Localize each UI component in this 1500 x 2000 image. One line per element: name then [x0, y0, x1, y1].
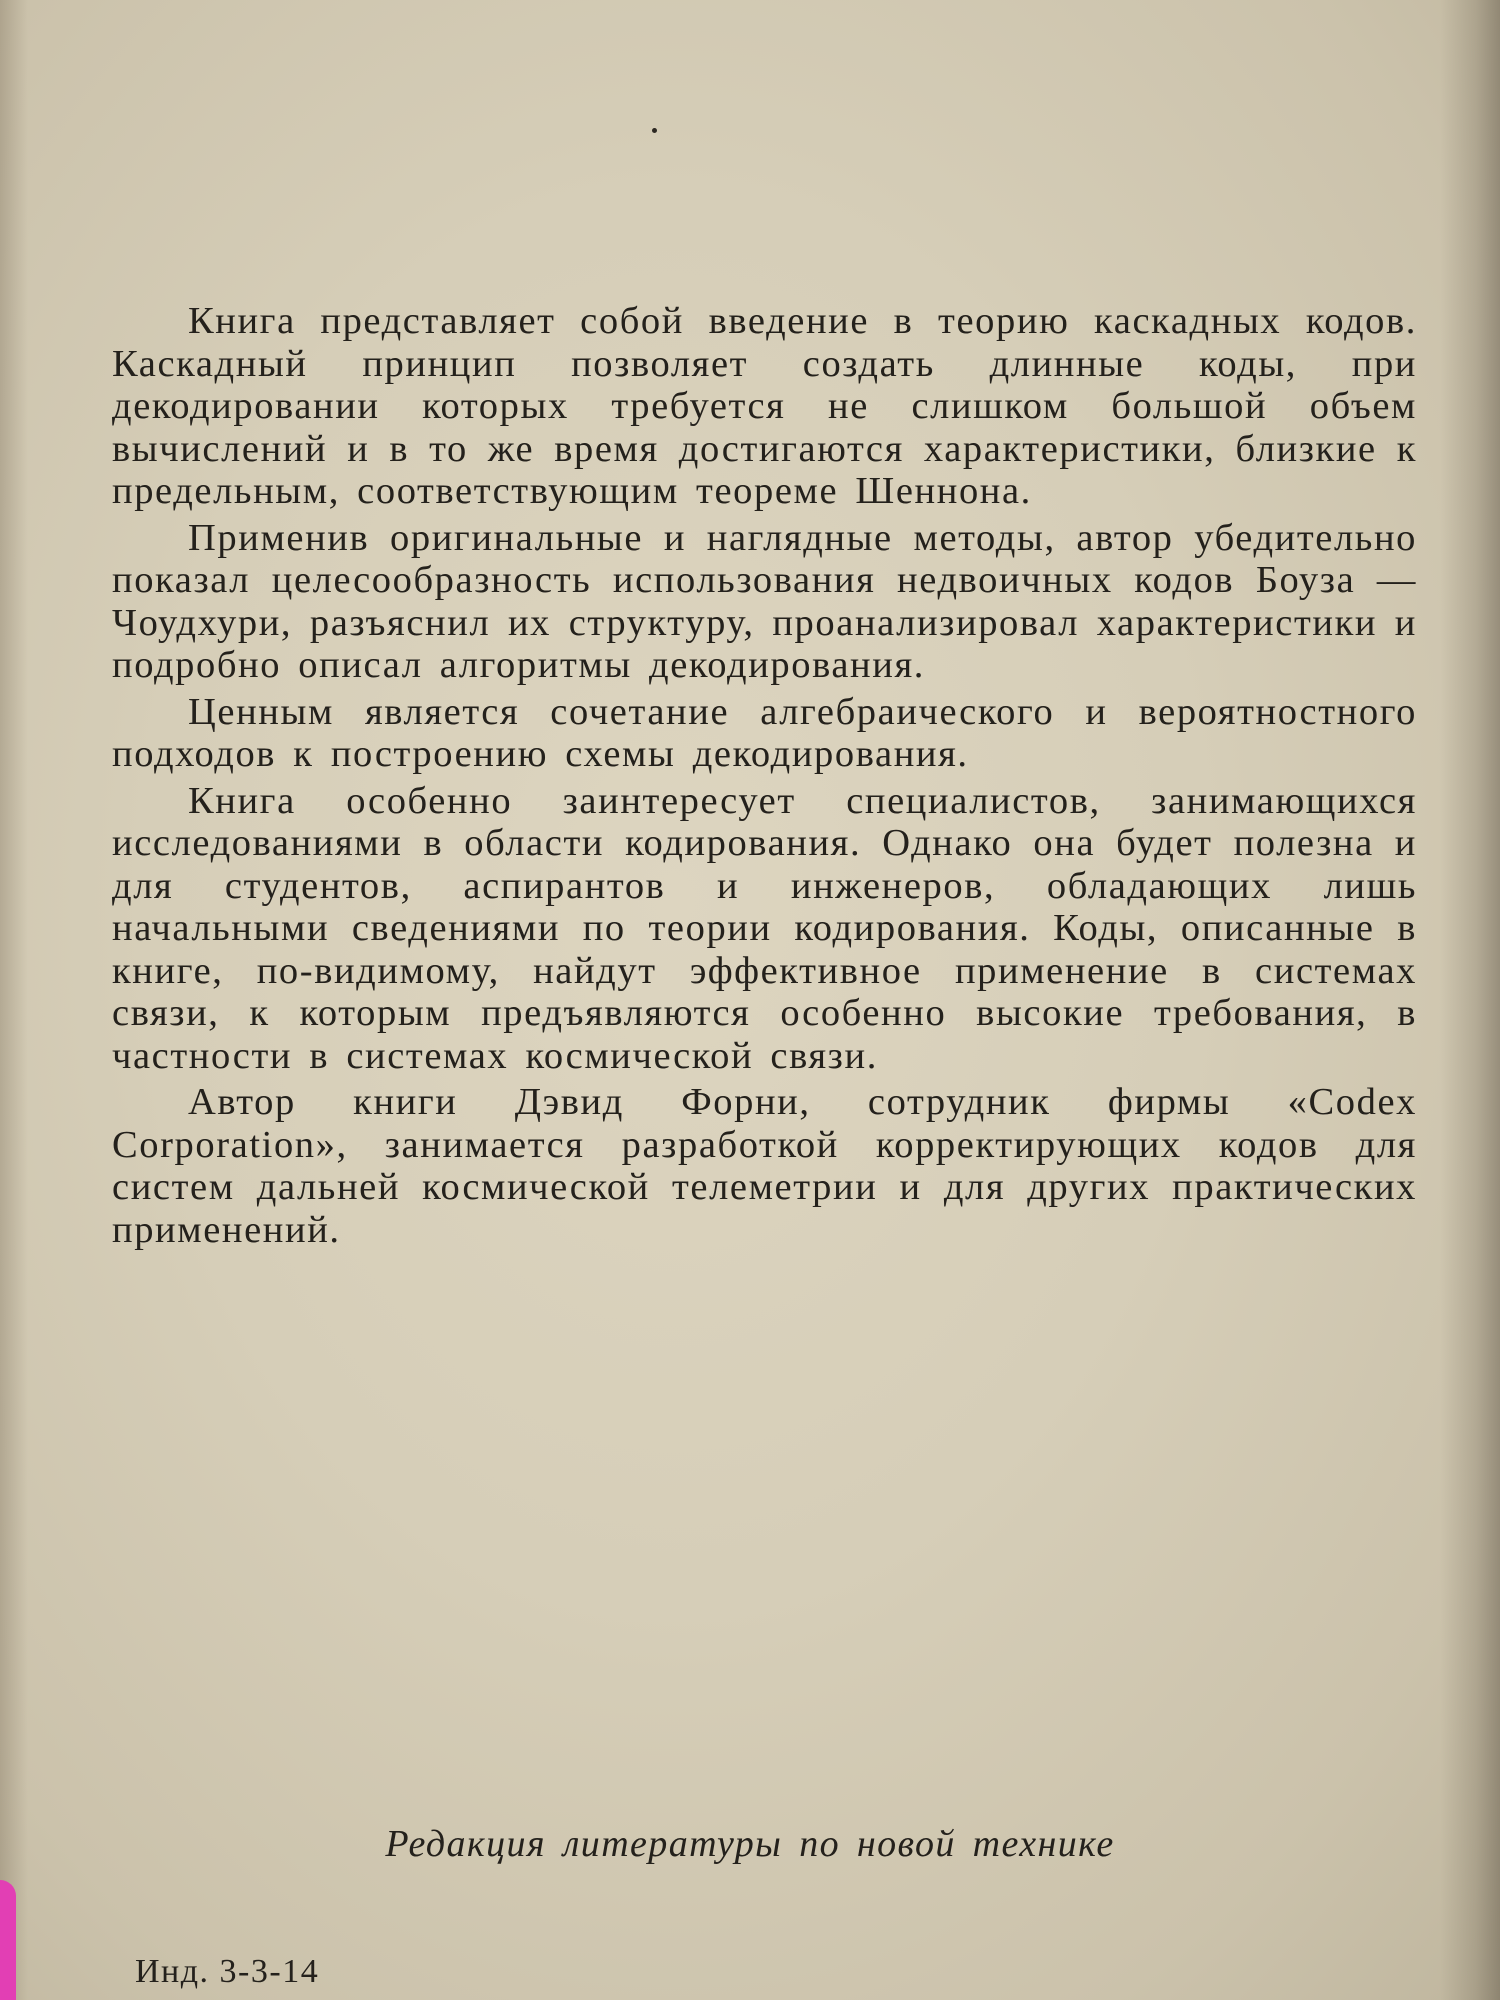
paragraph-audience: Книга особенно заинтересует специалистов, занимающихся исследованиями в области кодирования. Однако она будет полезна и для студентов, аспирантов и инженеров, обладающих лишь начальными сведениями по теории кодирования. Коды, описанные в книге, по-видимому, найдут эффективное применение в системах связи, к которым предъявляются особенно высокие требования, в частности в системах космической связи.: [112, 779, 1417, 1077]
annotation-text: [112, 300, 1417, 1251]
paragraph-value: Ценным является сочетание алгебраического и вероятностного подходов к построению схемы декодирования.: [112, 690, 1417, 775]
pink-bookmark-tab: [0, 1880, 16, 2000]
page-left-edge-shadow: [0, 0, 28, 2000]
editorial-imprint: Редакция литературы по новой технике: [385, 1823, 1115, 1865]
page-spine-shadow: [1440, 0, 1500, 2000]
ink-speck: [652, 128, 657, 133]
paragraph-author: Автор книги Дэвид Форни, сотрудник фирмы «Codex Corporation», занимается разработкой корректирующих кодов для систем дальней космической телеметрии и для других практических применений.: [112, 1081, 1417, 1251]
paragraph-introduction: Книга представляет собой введение в теорию каскадных кодов. Каскадный принцип позволяет создать длинные коды, при декодировании которых требуется не слишком большой объем вычислений и в то же время достигаются характеристики, близкие к предельным, соответствующим теореме Шеннона.: [112, 300, 1417, 512]
index-code: Инд. 3-3-14: [135, 1953, 320, 1990]
paragraph-methods: Применив оригинальные и наглядные методы, автор убедительно показал целесообразность использования недвоичных кодов Боуза — Чоудхури, разъяснил их структуру, проанализировал характеристики и подробно описал алгоритмы декодирования.: [112, 516, 1417, 686]
